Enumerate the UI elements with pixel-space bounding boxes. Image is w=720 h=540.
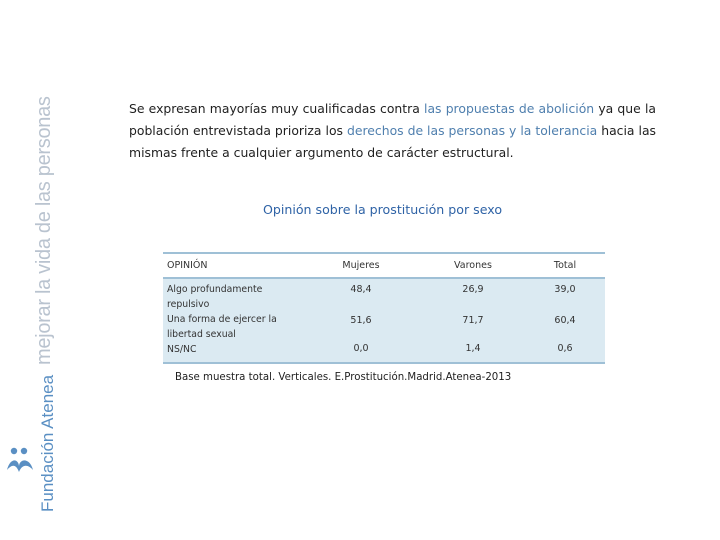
header-mujeres: Mujeres <box>301 253 421 278</box>
intro-text-3: hacia las mismas frente a cualquier argumento de carácter estructural. <box>129 123 656 161</box>
intro-highlight-abolicion: las propuestas de abolición <box>424 101 595 117</box>
cell-mujeres: 51,6 <box>350 315 372 326</box>
header-total: Total <box>525 253 605 278</box>
side-tagline: mejorar la vida de las personas <box>33 96 55 365</box>
intro-text-1: Se expresan mayorías muy cualificadas contra <box>129 101 425 117</box>
table-title: Opinión sobre la prostitución por sexo <box>262 202 503 217</box>
table-row <box>163 278 605 312</box>
header-opinion: OPINIÓN <box>163 253 301 278</box>
cell-total: 39,0 <box>554 284 576 295</box>
opinion-table <box>163 252 605 364</box>
table-row <box>163 312 605 342</box>
cell-varones: 71,7 <box>462 315 484 326</box>
table-source-note: Base muestra total. Verticales. E.Prostitución.Madrid.Atenea-2013 <box>175 372 512 383</box>
intro-highlight-derechos: derechos de las personas y la tolerancia <box>346 123 598 139</box>
fundacion-atenea-logo-icon <box>4 440 36 480</box>
table-row <box>163 342 605 363</box>
side-logo-text: Fundación Atenea <box>38 374 57 512</box>
intro-paragraph <box>129 98 656 164</box>
cell-total: 0,6 <box>525 342 605 363</box>
cell-total: 60,4 <box>554 315 576 326</box>
row-label: Una forma de ejercer la libertad sexual <box>167 314 277 340</box>
intro-text-2: ya que la población entrevistada prioriza los <box>129 101 656 139</box>
cell-varones: 1,4 <box>421 342 525 363</box>
header-varones: Varones <box>421 253 525 278</box>
row-label: NS/NC <box>163 342 301 363</box>
row-label: Algo profundamente repulsivo <box>167 284 263 310</box>
cell-varones: 26,9 <box>462 284 484 295</box>
table-header-row <box>163 253 605 278</box>
cell-mujeres: 0,0 <box>301 342 421 363</box>
cell-mujeres: 48,4 <box>350 284 372 295</box>
